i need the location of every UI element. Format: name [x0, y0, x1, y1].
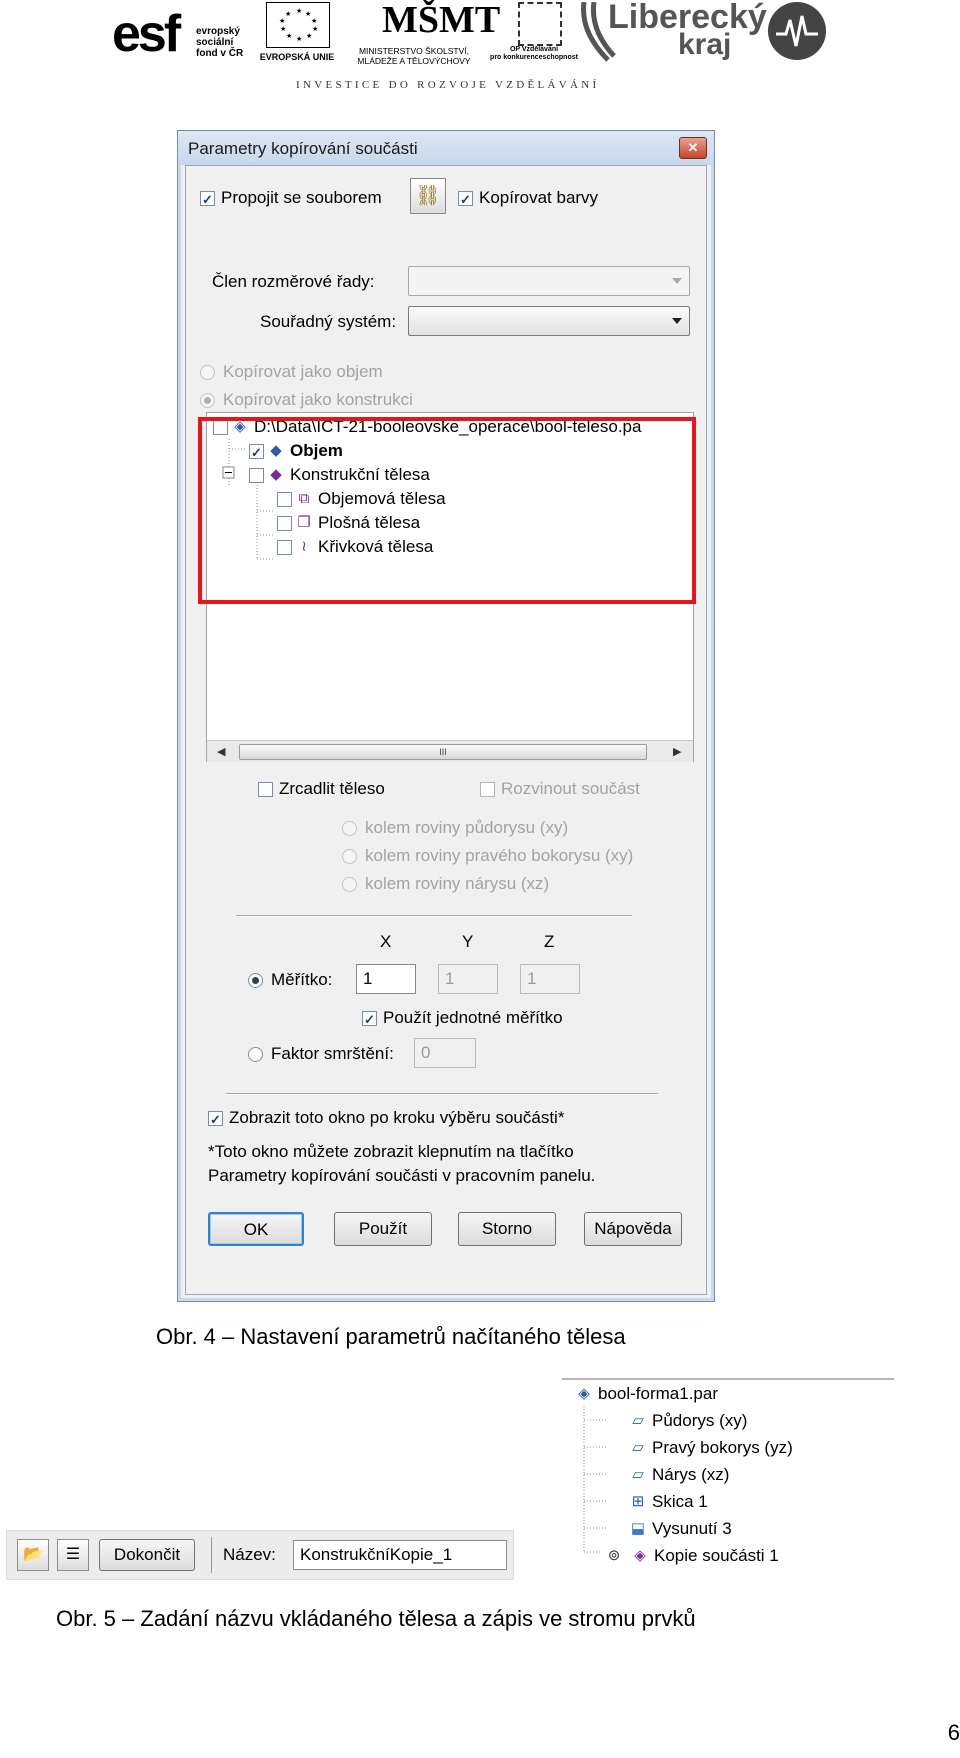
show-dialog-option[interactable] — [208, 1108, 564, 1128]
unfold-label: Rozvinout součást — [501, 779, 640, 798]
shrink-option[interactable] — [248, 1044, 394, 1064]
family-member-select[interactable] — [408, 266, 690, 296]
apply-button[interactable]: Použít — [334, 1212, 432, 1246]
mirror-xy-label: kolem roviny půdorysu (xy) — [365, 818, 569, 837]
eu-logo — [258, 0, 336, 68]
axis-z-label: Z — [544, 932, 555, 951]
feature-row[interactable] — [626, 1434, 793, 1461]
plane-icon: ▱ — [632, 1411, 644, 1429]
plane-icon: ▱ — [632, 1465, 644, 1483]
copy-as-construction-option[interactable] — [200, 390, 413, 410]
svg-text:★: ★ — [296, 8, 303, 15]
name-label: Název: — [223, 1545, 276, 1564]
mirror-xz-label: kolem roviny nárysu (xz) — [365, 874, 550, 893]
mirror-xz-radio[interactable] — [342, 877, 357, 892]
plane-icon: ▱ — [632, 1438, 644, 1456]
shrink-input[interactable]: 0 — [414, 1038, 476, 1068]
tree-row-label: Objemová tělesa — [318, 489, 446, 508]
feature-row[interactable] — [626, 1461, 729, 1488]
feature-label: Nárys (xz) — [652, 1464, 730, 1484]
feature-label: bool-forma1.par — [598, 1383, 719, 1403]
copy-part-dialog — [177, 130, 715, 1302]
copy-colors-option[interactable] — [458, 188, 598, 208]
extrude-icon: ⬓ — [630, 1519, 646, 1537]
tree-row-label: Plošná tělesa — [318, 513, 421, 532]
header-tagline: INVESTICE DO ROZVOJE VZDĚLÁVÁNÍ — [296, 79, 600, 91]
dialog-body — [185, 165, 707, 1295]
liberec-line-1: Liberecký — [608, 0, 767, 36]
msmt-mark: MŠMT — [382, 0, 501, 41]
copy-as-body-label: Kopírovat jako objem — [223, 362, 383, 381]
show-dialog-label: Zobrazit toto okno po kroku výběru součásti* — [229, 1108, 565, 1127]
mirror-checkbox[interactable] — [258, 782, 273, 797]
liberec-emblem-icon — [768, 2, 826, 60]
page-number: 6 — [947, 1720, 960, 1745]
liberec-line-2: kraj — [678, 28, 732, 61]
figure-4-caption: Obr. 4 – Nastavení parametrů načítaného tělesa — [156, 1324, 626, 1349]
msmt-caption — [344, 46, 484, 66]
name-input[interactable]: KonstrukčníKopie_1 — [293, 1540, 507, 1570]
open-file-button[interactable] — [17, 1539, 49, 1571]
command-bar — [6, 1530, 514, 1580]
svg-text:★: ★ — [305, 11, 312, 18]
close-button[interactable]: ✕ — [679, 137, 707, 159]
op-line-2: pro konkurenceschopnost — [490, 54, 578, 61]
msmt-logo — [344, 0, 501, 68]
scroll-thumb[interactable]: III — [239, 744, 647, 760]
link-file-option[interactable] — [200, 188, 382, 208]
op-caption — [484, 46, 584, 62]
copy-as-body-radio[interactable] — [200, 365, 215, 380]
msmt-line-1: MINISTERSTVO ŠKOLSTVÍ, — [358, 46, 470, 56]
esf-line-1: evropský — [196, 26, 240, 37]
link-file-button[interactable] — [410, 178, 446, 214]
solid-bodies-icon: ⧉ — [298, 490, 310, 507]
scale-option[interactable] — [248, 970, 332, 990]
scale-x-input[interactable]: 1 — [356, 964, 416, 994]
scroll-right-icon[interactable]: ▶ — [673, 746, 682, 758]
link-icon: ⊚ — [607, 1546, 621, 1564]
svg-text:★: ★ — [286, 33, 293, 40]
tree-horizontal-scrollbar[interactable] — [207, 740, 693, 762]
mirror-option[interactable] — [258, 779, 385, 799]
chevron-down-icon — [672, 278, 682, 284]
scale-radio[interactable] — [248, 973, 263, 988]
feature-row[interactable] — [572, 1380, 718, 1407]
mirror-xy-option[interactable] — [342, 818, 568, 838]
feature-label: Skica 1 — [652, 1491, 708, 1511]
curve-bodies-icon: ≀ — [301, 538, 307, 555]
esf-caption — [196, 26, 243, 59]
uniform-scale-option[interactable] — [362, 1008, 563, 1028]
svg-text:★: ★ — [311, 18, 318, 25]
construction-icon: ◆ — [270, 466, 282, 483]
svg-text:★: ★ — [306, 33, 313, 40]
coord-system-label: Souřadný systém: — [260, 312, 397, 331]
scale-y-input[interactable]: 1 — [438, 964, 498, 994]
feature-label: Pravý bokorys (yz) — [652, 1437, 793, 1457]
copy-colors-label: Kopírovat barvy — [479, 188, 599, 207]
copy-as-body-option[interactable] — [200, 362, 383, 382]
ok-button[interactable]: OK — [208, 1212, 304, 1246]
tree-row-label: D:\Data\ICT-21-booleovske_operace\bool-teleso.pa — [254, 417, 642, 436]
options-icon: ☰ — [65, 1546, 81, 1563]
feature-row[interactable] — [626, 1488, 708, 1515]
tree-row-label: Křivková tělesa — [318, 537, 434, 556]
svg-text:★: ★ — [285, 11, 292, 18]
esf-mark: esf — [112, 5, 179, 63]
unfold-checkbox[interactable] — [480, 782, 495, 797]
link-file-checkbox[interactable]: ✓ — [200, 191, 215, 206]
divider — [226, 1093, 658, 1095]
family-member-label: Člen rozměrové řady: — [212, 272, 375, 291]
note-line-1: *Toto okno můžete zobrazit klepnutím na tlačítko — [208, 1142, 574, 1161]
svg-text:★: ★ — [296, 36, 303, 43]
op-mark-icon — [518, 2, 562, 46]
scale-label: Měřítko: — [271, 970, 333, 989]
surface-bodies-icon: ❐ — [297, 514, 311, 531]
eu-label: EVROPSKÁ UNIE — [259, 52, 335, 62]
body-icon: ◆ — [270, 442, 282, 459]
note-line-2: Parametry kopírování součásti v pracovním panelu. — [208, 1166, 596, 1185]
mirror-right-option[interactable] — [342, 846, 633, 866]
msmt-line-2: MLÁDEŽE A TĚLOVÝCHOVY — [357, 56, 471, 66]
mirror-xy-radio[interactable] — [342, 821, 357, 836]
part-icon: ◈ — [234, 418, 246, 435]
liberec-logo — [578, 0, 828, 68]
svg-text:★: ★ — [312, 26, 319, 33]
figure-5-caption: Obr. 5 – Zadání názvu vkládaného tělesa a zápis ve stromu prvků — [56, 1606, 696, 1631]
tree-row-label: Konstrukční tělesa — [290, 465, 430, 484]
feature-row[interactable] — [626, 1515, 732, 1542]
sketch-icon: ⊞ — [631, 1492, 645, 1510]
copy-colors-checkbox[interactable]: ✓ — [458, 191, 473, 206]
tree-checkbox[interactable]: ✓ — [249, 444, 264, 459]
axis-y-label: Y — [462, 932, 474, 951]
uniform-scale-label: Použít jednotné měřítko — [383, 1008, 563, 1027]
feature-row[interactable] — [626, 1407, 747, 1434]
options-button[interactable] — [57, 1539, 89, 1571]
copy-as-construction-label: Kopírovat jako konstrukci — [223, 390, 413, 409]
copy-as-construction-radio[interactable] — [200, 393, 215, 408]
chevron-down-icon — [672, 318, 682, 324]
scroll-left-icon[interactable]: ◀ — [217, 746, 226, 758]
dialog-titlebar[interactable] — [178, 131, 714, 165]
finish-button[interactable]: Dokončit — [99, 1539, 195, 1571]
esf-logo — [112, 2, 252, 66]
uniform-scale-checkbox[interactable]: ✓ — [362, 1011, 377, 1026]
red-highlight-box — [198, 417, 696, 604]
scale-z-input[interactable]: 1 — [520, 964, 580, 994]
coord-system-select[interactable] — [408, 306, 690, 336]
part-copy-icon: ◈ — [634, 1546, 646, 1564]
part-icon: ◈ — [578, 1384, 590, 1402]
feature-row[interactable] — [602, 1542, 779, 1569]
axis-x-label: X — [380, 932, 392, 951]
mirror-xz-option[interactable] — [342, 874, 549, 894]
mirror-right-label: kolem roviny pravého bokorysu (xy) — [365, 846, 634, 865]
feature-tree — [562, 1378, 894, 1580]
divider — [236, 915, 632, 917]
toolbar-divider — [211, 1537, 212, 1573]
show-dialog-checkbox[interactable]: ✓ — [208, 1111, 223, 1126]
mirror-label: Zrcadlit těleso — [279, 779, 385, 798]
link-chain-icon: ⛓ — [415, 185, 441, 207]
folder-icon: 📂 — [23, 1546, 43, 1563]
feature-label: Kopie součásti 1 — [654, 1545, 779, 1565]
tree-row-label: Objem — [290, 441, 343, 460]
op-logo — [484, 0, 584, 68]
svg-text:★: ★ — [279, 18, 286, 25]
eu-stars-icon — [266, 2, 330, 48]
esf-line-3: fond v ČR — [196, 48, 244, 59]
cancel-button[interactable]: Storno — [458, 1212, 556, 1246]
esf-line-2: sociální — [196, 37, 234, 48]
link-file-label: Propojit se souborem — [221, 188, 382, 207]
header-logos — [112, 0, 822, 70]
svg-text:★: ★ — [280, 26, 287, 33]
dialog-title: Parametry kopírování součásti — [188, 139, 418, 158]
op-line-1: OP Vzdělávání — [509, 46, 559, 53]
shrink-radio[interactable] — [248, 1047, 263, 1062]
mirror-right-radio[interactable] — [342, 849, 357, 864]
feature-label: Vysunutí 3 — [652, 1518, 732, 1538]
feature-label: Půdorys (xy) — [652, 1410, 748, 1430]
help-button[interactable]: Nápověda — [584, 1212, 682, 1246]
unfold-option[interactable] — [480, 779, 640, 799]
shrink-label: Faktor smrštění: — [271, 1044, 394, 1063]
